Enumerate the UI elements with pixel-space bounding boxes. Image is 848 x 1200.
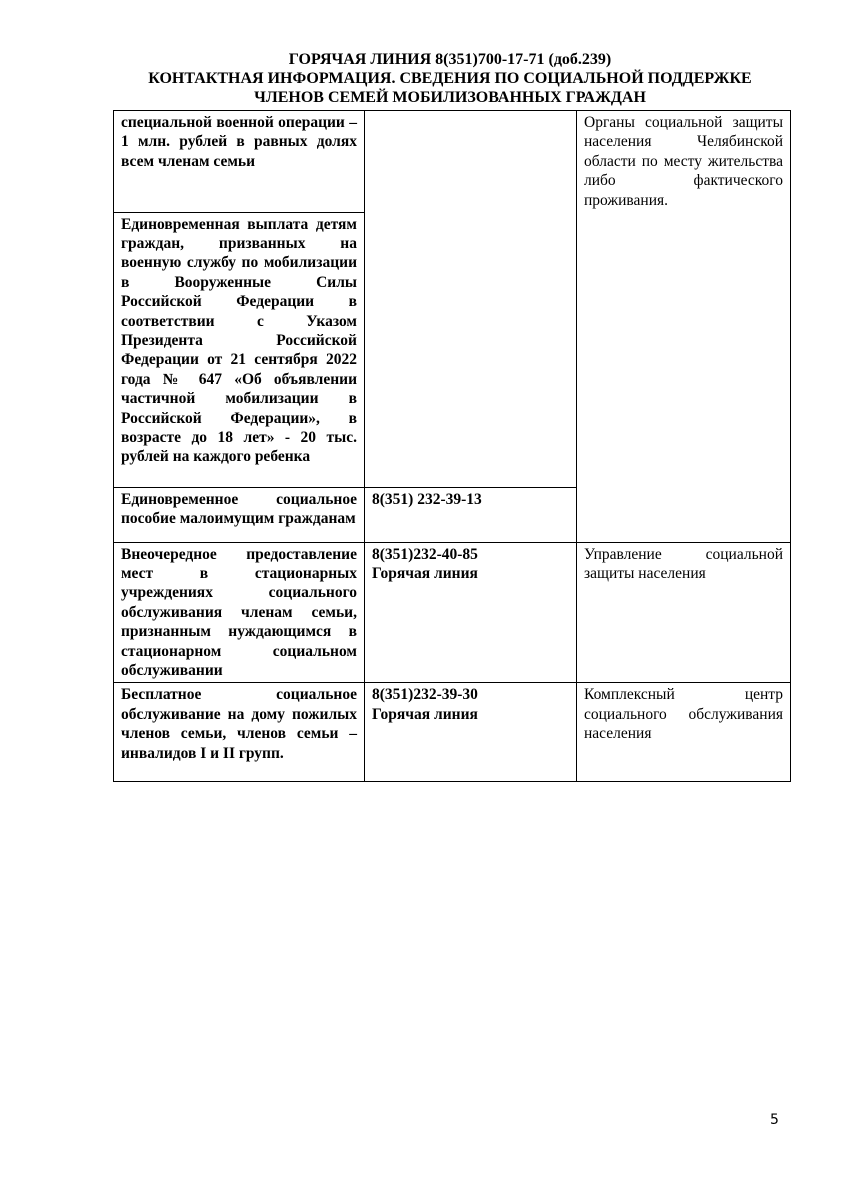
org-cell: Управление социальной защиты населения: [577, 542, 791, 683]
table-row: [114, 111, 791, 213]
contact-info-title: КОНТАКТНАЯ ИНФОРМАЦИЯ. СВЕДЕНИЯ ПО СОЦИАЛЬНОЙ ПОДДЕРЖКЕ: [148, 70, 752, 87]
measure-cell: специальной военной операции – 1 млн. рублей в равных долях всем членам семьи: [114, 111, 365, 213]
hotline-label: Горячая линия: [372, 705, 478, 723]
measure-cell: Единовременное социальное пособие малоимущим гражданам: [114, 487, 365, 542]
measure-cell: Бесплатное социальное обслуживание на дому пожилых членов семьи, членов семьи – инвалидов I и II групп.: [114, 683, 365, 782]
phone-cell: [365, 542, 577, 683]
measure-cell: Единовременная выплата детям граждан, призванных на военную службу по мобилизации в Вооруженные Силы Российской Федерации в соответствии с Указом Президента Российской Федерации от 21 сентября 2022 года № 647 «Об объявлении частичной мобилизации в Российской Федерации», в возрасте до 18 лет» - 20 тыс. рублей на каждого ребенка: [114, 212, 365, 487]
table-row: [114, 683, 791, 782]
phone-number: 8(351)232-39-30: [372, 686, 478, 704]
phone-cell: [365, 683, 577, 782]
page-number: 5: [770, 1112, 779, 1128]
table-row: [114, 212, 791, 487]
phone-cell: [365, 111, 577, 213]
page-header: [110, 50, 790, 107]
hotline-title: ГОРЯЧАЯ ЛИНИЯ 8(351)700-17-71 (доб.239): [288, 51, 612, 68]
families-title: ЧЛЕНОВ СЕМЕЙ МОБИЛИЗОВАННЫХ ГРАЖДАН: [254, 89, 646, 106]
org-cell: Органы социальной защиты населения Челябинской области по месту жительства либо фактического проживания.: [577, 111, 791, 213]
phone-cell: [365, 487, 577, 542]
phone-number: 8(351)232-40-85: [372, 545, 478, 563]
table-row: [114, 542, 791, 683]
hotline-label: Горячая линия: [372, 564, 478, 582]
support-table: [113, 110, 791, 782]
org-cell: Комплексный центр социального обслуживания населения: [577, 683, 791, 782]
org-cell: [577, 487, 791, 542]
measure-cell: Внеочередное предоставление мест в стационарных учреждениях социального обслуживания членам семьи, признанным нуждающимся в стационарном социальном обслуживании: [114, 542, 365, 683]
phone-cell: [365, 212, 577, 487]
phone-number: 8(351) 232-39-13: [372, 490, 482, 508]
table-row: [114, 487, 791, 542]
org-cell: [577, 212, 791, 487]
